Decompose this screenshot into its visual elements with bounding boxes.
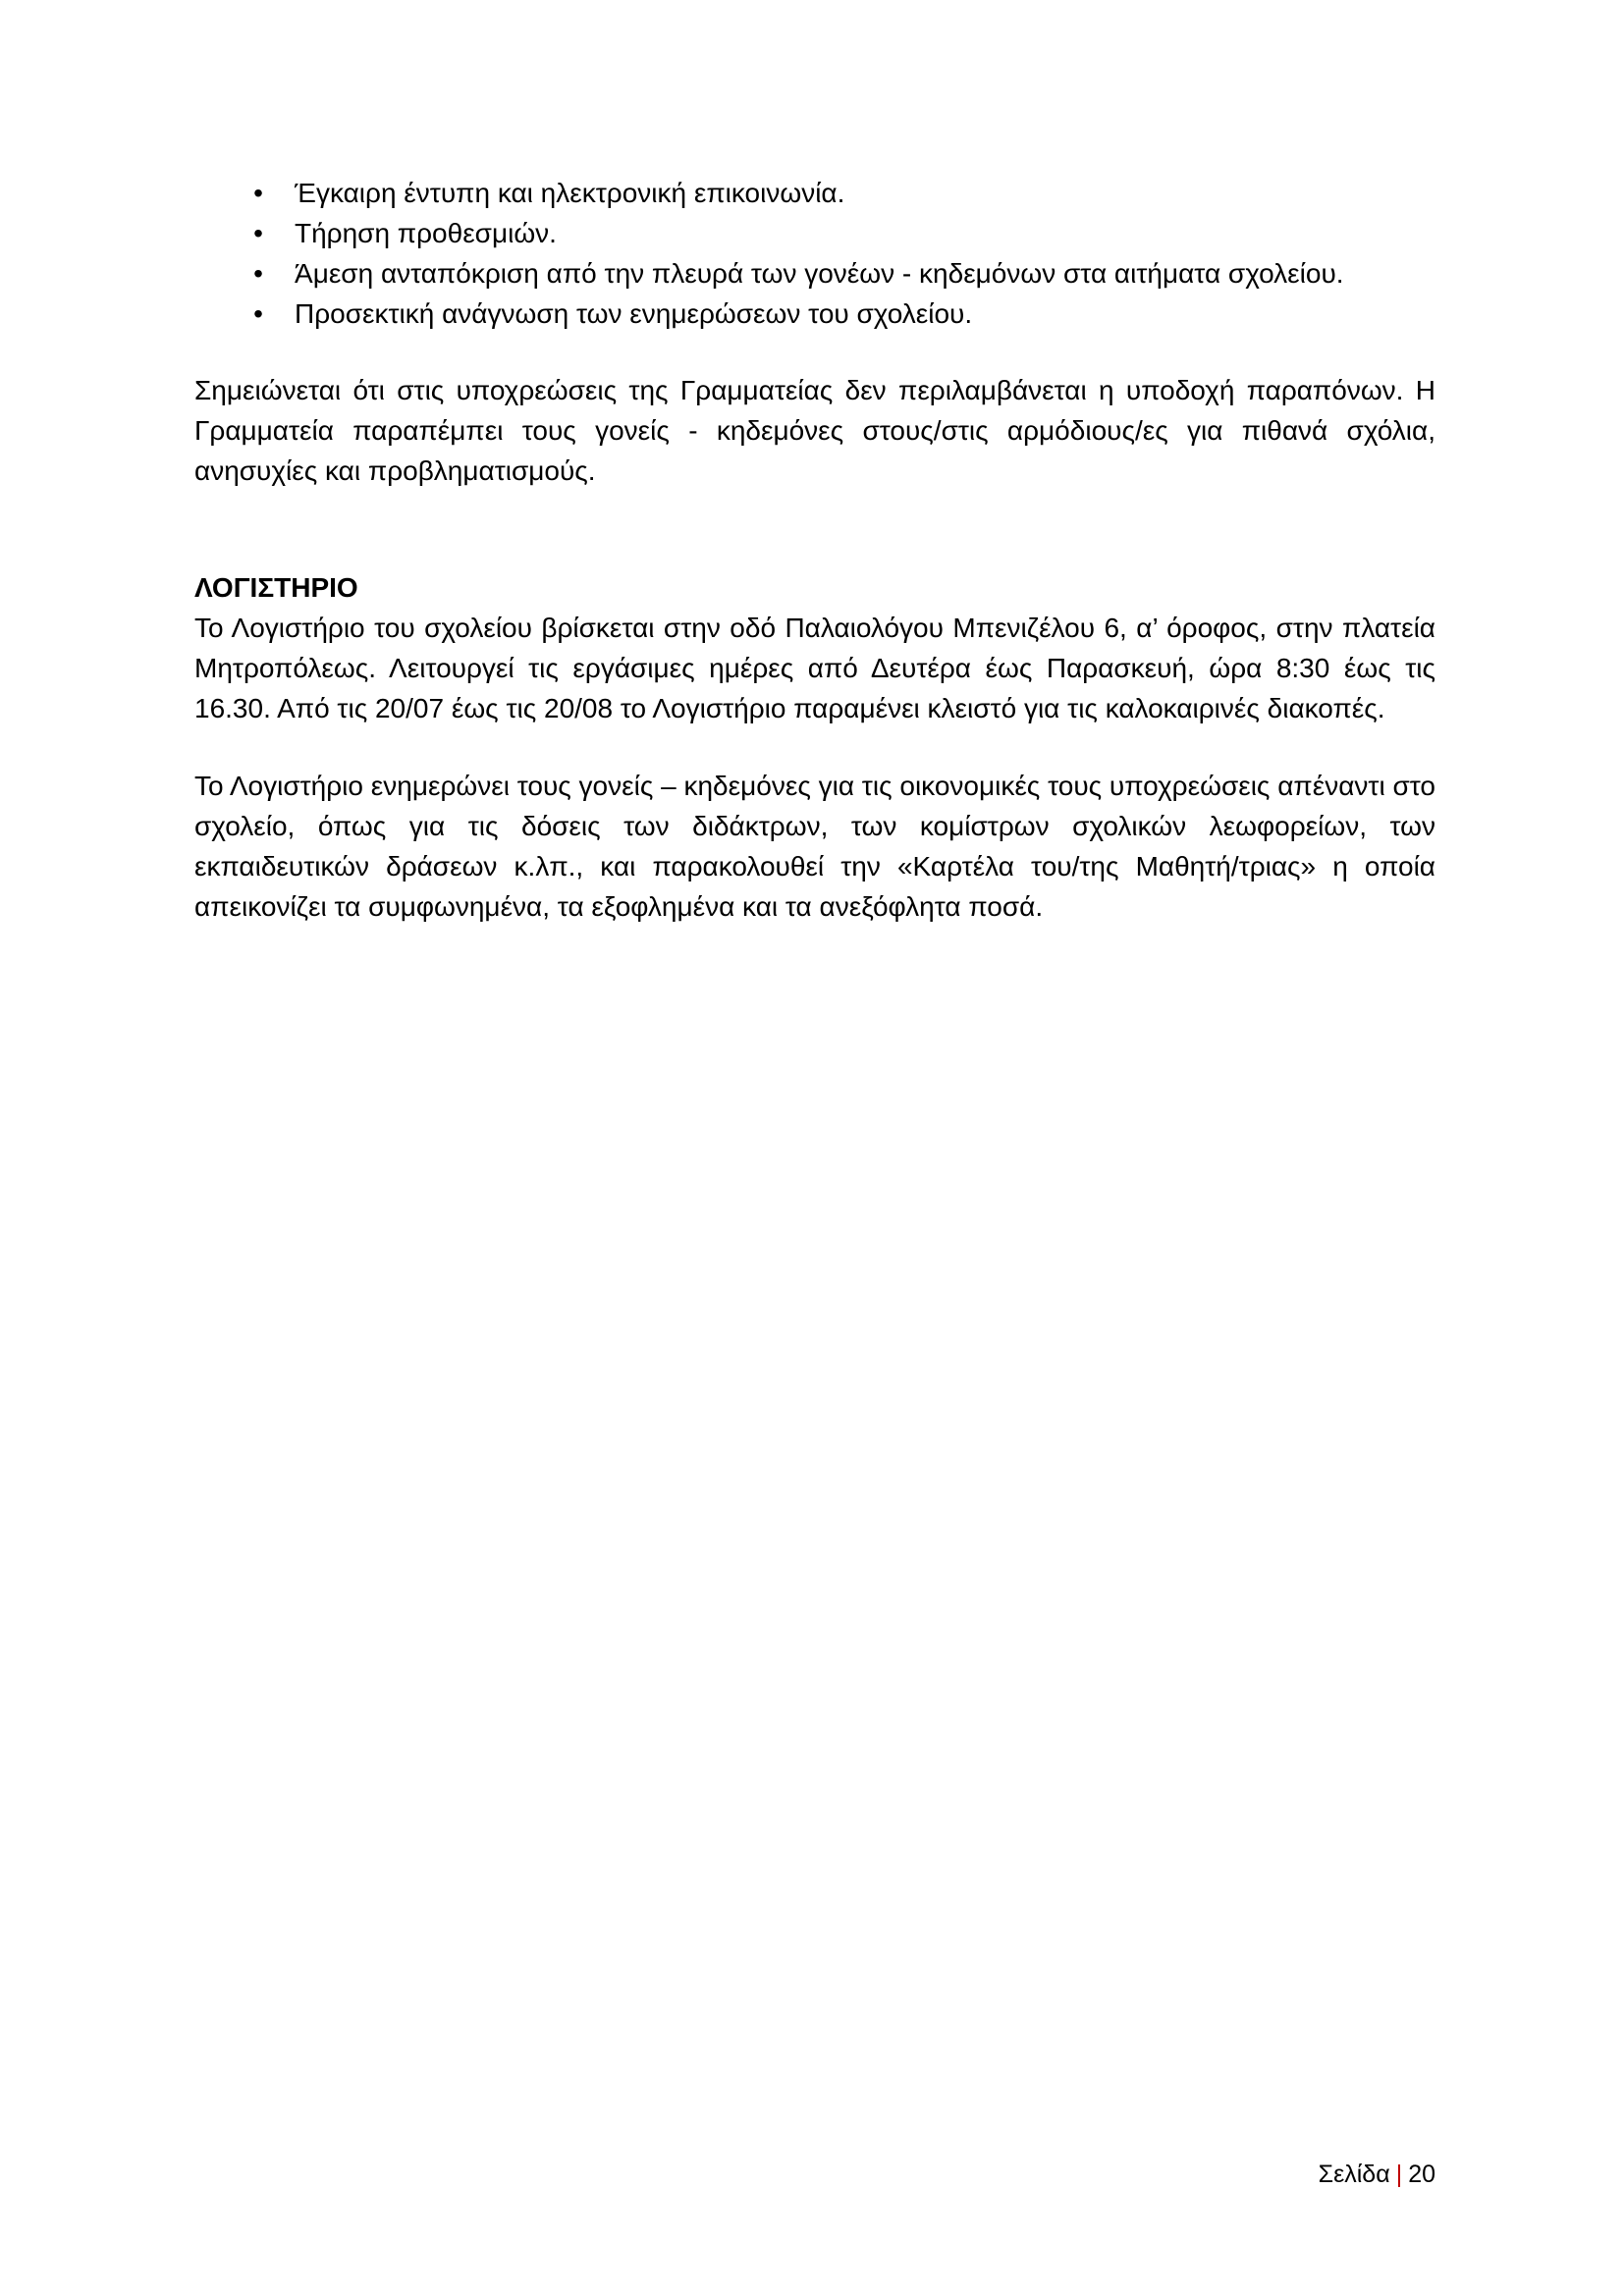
list-item bbox=[194, 213, 1435, 253]
requirements-list bbox=[194, 173, 1435, 334]
list-item-text: Προσεκτική ανάγνωση των ενημερώσεων του σχολείου. bbox=[295, 298, 973, 329]
section-heading: ΛΟΓΙΣΤΗΡΙΟ bbox=[194, 572, 358, 603]
accounting-location-paragraph: Το Λογιστήριο του σχολείου βρίσκεται στην οδό Παλαιολόγου Μπενιζέλου 6, α’ όροφος, στην πλατεία Μητροπόλεως. Λειτουργεί τις εργάσιμες ημέρες από Δευτέρα έως Παρασκευή, ώρα 8:30 έως τις 16.30. Από τις 20/07 έως τις 20/08 το Λογιστήριο παραμένει κλειστό για τις καλοκαιρινές διακοπές. bbox=[194, 613, 1435, 723]
list-item bbox=[194, 294, 1435, 334]
list-item-text: Έγκαιρη έντυπη και ηλεκτρονική επικοινωνία. bbox=[295, 178, 845, 208]
bullet-icon: • bbox=[253, 298, 263, 329]
bullet-icon: • bbox=[253, 218, 263, 248]
secretariat-note-paragraph: Σημειώνεται ότι στις υποχρεώσεις της Γραμματείας δεν περιλαμβάνεται η υποδοχή παραπόνων. Η Γραμματεία παραπέμπει τους γονείς - κηδεμόνες στους/στις αρμόδιους/ες για πιθανά σχόλια, ανησυχίες και προβληματισμούς. bbox=[194, 375, 1435, 486]
accounting-duties-paragraph: Το Λογιστήριο ενημερώνει τους γονείς – κηδεμόνες για τις οικονομικές τους υποχρεώσεις απέναντι στο σχολείο, όπως για τις δόσεις των διδάκτρων, των κομίστρων σχολικών λεωφορείων, των εκπαιδευτικών δράσεων κ.λπ., και παρακολουθεί την «Καρτέλα του/της Μαθητή/τριας» η οποία απεικονίζει τα συμφωνημένα, τα εξοφλημένα και τα ανεξόφλητα ποσά. bbox=[194, 771, 1435, 922]
list-item-text: Τήρηση προθεσμιών. bbox=[295, 218, 557, 248]
page-footer bbox=[1319, 2160, 1435, 2189]
list-item bbox=[194, 253, 1435, 294]
footer-separator: | bbox=[1395, 2161, 1403, 2188]
bullet-icon: • bbox=[253, 258, 263, 289]
bullet-icon: • bbox=[253, 178, 263, 208]
footer-page-number: 20 bbox=[1408, 2161, 1435, 2188]
list-item bbox=[194, 173, 1435, 213]
list-item-text: Άμεση ανταπόκριση από την πλευρά των γονέων - κηδεμόνων στα αιτήματα σχολείου. bbox=[295, 258, 1344, 289]
footer-page-label: Σελίδα bbox=[1318, 2161, 1390, 2188]
document-page bbox=[194, 173, 1435, 927]
